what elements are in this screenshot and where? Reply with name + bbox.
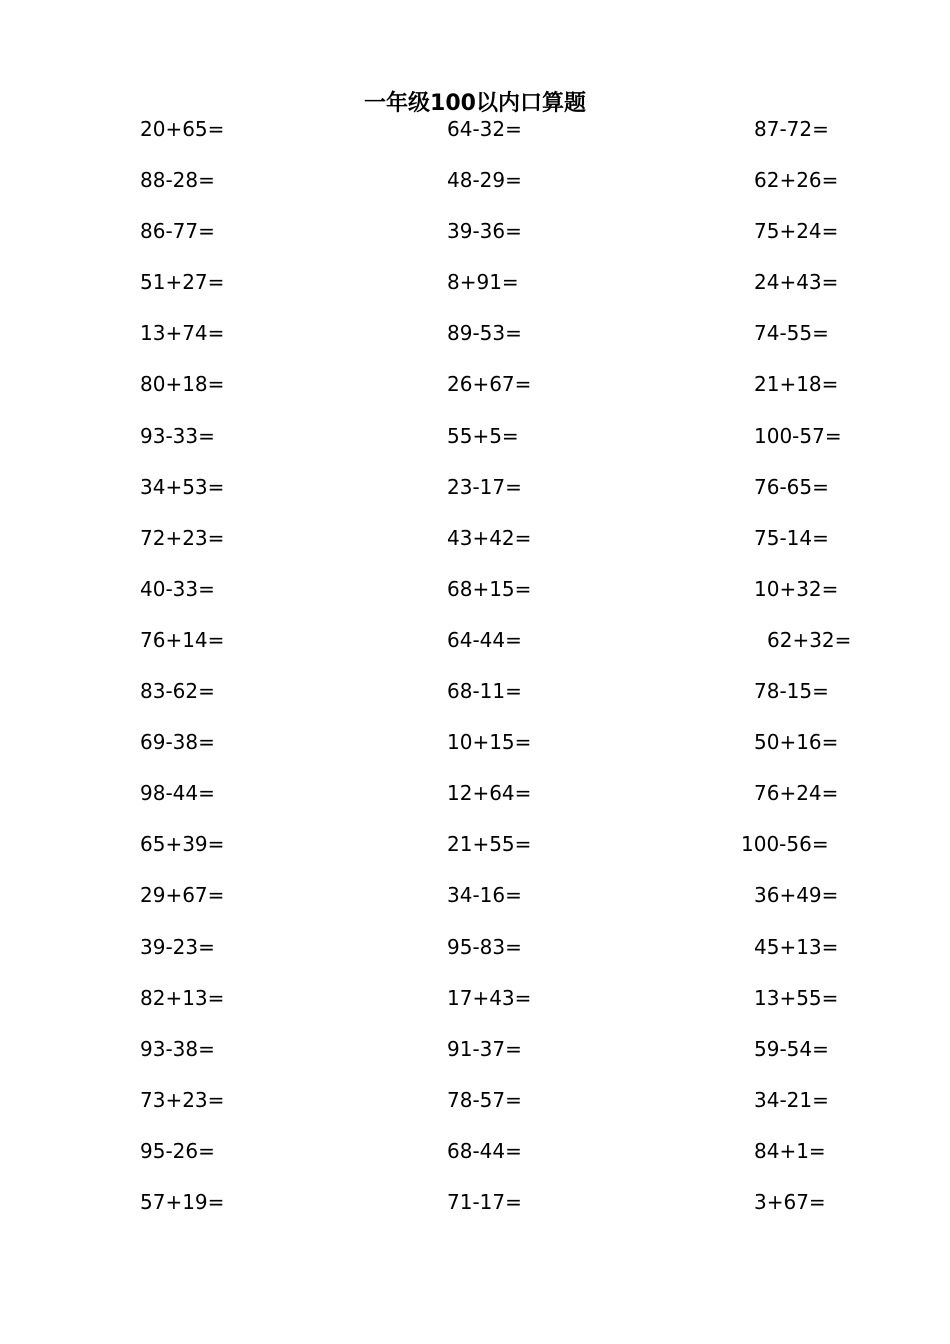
problem-row [0,879,950,930]
problem-item: 34-21= [754,1087,829,1112]
problem-item: 62+26= [754,168,839,193]
problem-row [0,828,950,879]
problem-item: 8+91= [447,270,519,295]
problem-row [0,1186,950,1237]
problem-item: 13+74= [140,321,225,346]
problem-item: 48-29= [447,168,522,193]
problem-row [0,1084,950,1135]
problem-item: 57+19= [140,1189,225,1214]
problem-row [0,522,950,573]
problem-row [0,982,950,1033]
problem-item: 83-62= [140,679,215,704]
problem-item: 23-17= [447,474,522,499]
problem-item: 24+43= [754,270,839,295]
problem-item: 12+64= [447,781,532,806]
problem-item: 69-38= [140,730,215,755]
problem-item: 43+42= [447,525,532,550]
problem-item: 64-32= [447,117,522,141]
problem-item: 40-33= [140,576,215,601]
problem-item: 10+32= [754,576,839,601]
problem-item: 76+14= [140,627,225,652]
problem-row [0,420,950,471]
problem-item: 45+13= [754,934,839,959]
problem-row [0,675,950,726]
problem-item: 21+18= [754,372,839,397]
problem-item: 78-57= [447,1087,522,1112]
problem-item: 3+67= [754,1189,826,1214]
problem-row [0,266,950,317]
problem-item: 91-37= [447,1036,522,1061]
problem-item: 21+55= [447,832,532,857]
problem-row [0,931,950,982]
problem-item: 84+1= [754,1138,826,1163]
problem-item: 82+13= [140,985,225,1010]
problem-item: 17+43= [447,985,532,1010]
problem-item: 76-65= [754,474,829,499]
problem-row [0,624,950,675]
problem-item: 65+39= [140,832,225,857]
problem-item: 39-23= [140,934,215,959]
problem-item: 29+67= [140,883,225,908]
problem-item: 62+32= [767,627,852,652]
problem-item: 34+53= [140,474,225,499]
problem-item: 34-16= [447,883,522,908]
problem-item: 13+55= [754,985,839,1010]
problem-item: 74-55= [754,321,829,346]
problem-item: 68+15= [447,576,532,601]
problem-item: 98-44= [140,781,215,806]
problem-item: 75+24= [754,219,839,244]
problem-row [0,317,950,368]
problem-item: 20+65= [140,117,225,141]
problem-item: 75-14= [754,525,829,550]
problem-item: 95-83= [447,934,522,959]
problem-row [0,573,950,624]
problem-row [0,164,950,215]
problem-item: 86-77= [140,219,215,244]
problem-item: 71-17= [447,1189,522,1214]
problem-row [0,777,950,828]
problem-item: 36+49= [754,883,839,908]
problem-row [0,368,950,419]
problem-item: 95-26= [140,1138,215,1163]
problem-row [0,726,950,777]
problem-row [0,215,950,266]
problem-item: 88-28= [140,168,215,193]
problem-row [0,113,950,164]
problem-item: 100-56= [741,832,829,857]
problem-row [0,1033,950,1084]
problem-item: 100-57= [754,423,842,448]
problem-item: 89-53= [447,321,522,346]
problem-grid [0,113,950,1237]
problem-item: 73+23= [140,1087,225,1112]
worksheet-title: 一年级100以内口算题 [364,91,586,116]
problem-item: 93-38= [140,1036,215,1061]
problem-item: 50+16= [754,730,839,755]
problem-item: 68-44= [447,1138,522,1163]
problem-row [0,1135,950,1186]
problem-item: 59-54= [754,1036,829,1061]
problem-item: 39-36= [447,219,522,244]
problem-item: 93-33= [140,423,215,448]
problem-item: 87-72= [754,117,829,141]
problem-item: 80+18= [140,372,225,397]
problem-item: 72+23= [140,525,225,550]
problem-item: 26+67= [447,372,532,397]
problem-item: 78-15= [754,679,829,704]
problem-row [0,471,950,522]
problem-item: 10+15= [447,730,532,755]
problem-item: 51+27= [140,270,225,295]
problem-item: 68-11= [447,679,522,704]
problem-item: 55+5= [447,423,519,448]
problem-item: 64-44= [447,627,522,652]
problem-item: 76+24= [754,781,839,806]
